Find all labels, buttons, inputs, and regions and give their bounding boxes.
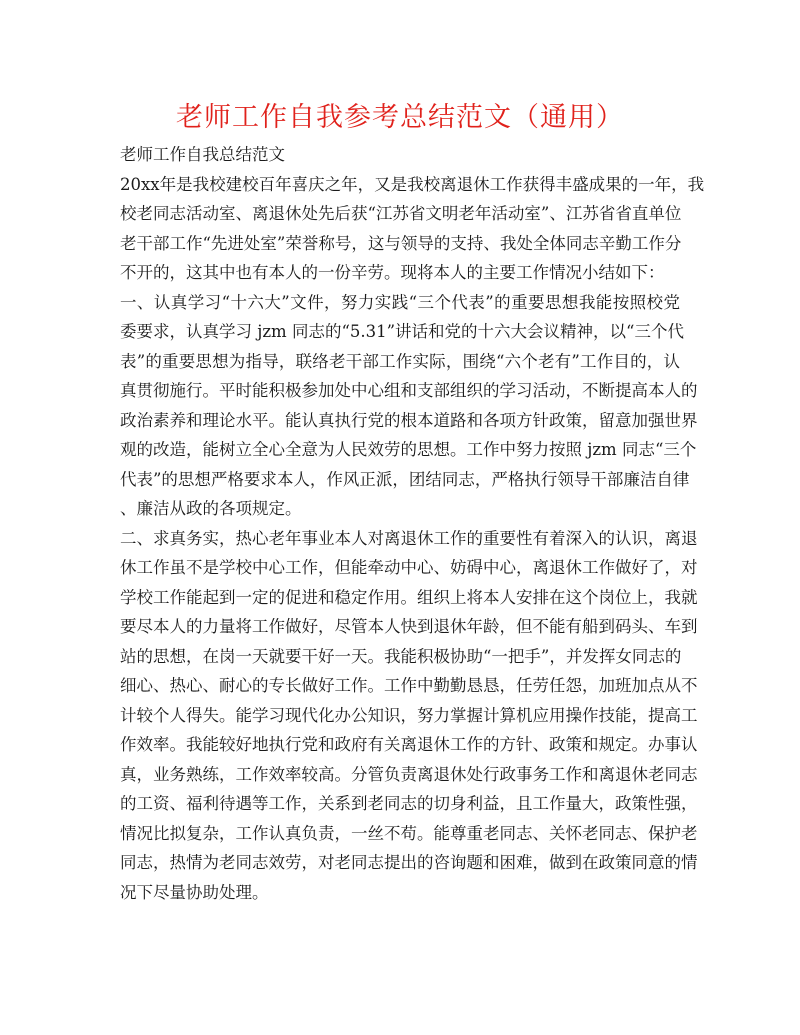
body-line: 要尽本人的力量将工作做好，尽管本人快到退休年龄，但不能有船到码头、车到 bbox=[120, 617, 698, 636]
body-line: 代表”的思想严格要求本人，作风正派，团结同志，严格执行领导干部廉洁自律 bbox=[120, 469, 690, 489]
body-line: 真贯彻施行。平时能积极参加处中心组和支部组织的学习活动，不断提高本人的 bbox=[120, 381, 698, 400]
document-body bbox=[120, 140, 705, 907]
body-line: 情况比拟复杂，工作认真负责，一丝不苟。能尊重老同志、关怀老同志、保护老 bbox=[120, 823, 698, 843]
body-line: 学校工作能起到一定的促进和稳定作用。组织上将本人安排在这个岗位上，我就 bbox=[120, 587, 698, 607]
body-line: 况下尽量协助处理。 bbox=[120, 882, 269, 902]
body-line: 二、求真务实，热心老年事业本人对离退休工作的重要性有着深入的认识，离退 bbox=[120, 528, 698, 548]
body-line: 计较个人得失。能学习现代化办公知识，努力掌握计算机应用操作技能，提高工 bbox=[120, 705, 698, 725]
body-line: 细心、热心、耐心的专长做好工作。工作中勤勤恳恳，任劳任怨，加班加点从不 bbox=[120, 676, 698, 695]
body-line: 作效率。我能较好地执行党和政府有关离退休工作的方针、政策和规定。办事认 bbox=[120, 735, 698, 754]
body-line: 校老同志活动室、离退休处先后获“江苏省文明老年活动室”、江苏省省直单位 bbox=[120, 204, 682, 223]
document-subtitle: 老师工作自我总结范文 bbox=[120, 145, 285, 164]
body-line: 表”的重要思想为指导，联络老干部工作实际，围绕“六个老有”工作目的，认 bbox=[120, 351, 680, 371]
body-line: 一、认真学习“十六大”文件，努力实践“三个代表”的重要思想我能按照校党 bbox=[120, 292, 680, 312]
body-line: 真，业务熟练，工作效率较高。分管负责离退休处行政事务工作和离退休老同志 bbox=[120, 764, 698, 784]
body-line: 同志，热情为老同志效劳，对老同志提出的咨询题和困难，做到在政策同意的情 bbox=[120, 853, 698, 872]
body-line: 不开的，这其中也有本人的一份辛劳。现将本人的主要工作情况小结如下： bbox=[120, 263, 665, 282]
body-line: 委要求，认真学习 jzm 同志的“5.31”讲话和党的十六大会议精神，以“三个代 bbox=[120, 322, 684, 341]
document-title: 老师工作自我参考总结范文（通用） bbox=[176, 102, 624, 133]
body-line: 、廉洁从政的各项规定。 bbox=[120, 499, 302, 518]
body-line: 的工资、福利待遇等工作，关系到老同志的切身利益，且工作量大，政策性强， bbox=[120, 794, 698, 813]
body-line: 观的改造，能树立全心全意为人民效劳的思想。工作中努力按照 jzm 同志“三个 bbox=[120, 440, 697, 459]
body-line: 政治素养和理论水平。能认真执行党的根本道路和各项方针政策，留意加强世界 bbox=[120, 410, 698, 430]
body-line: 休工作虽不是学校中心工作，但能牵动中心、妨碍中心，离退休工作做好了，对 bbox=[120, 558, 698, 577]
body-line: 站的思想，在岗一天就要干好一天。我能积极协助“一把手”，并发挥女同志的 bbox=[120, 646, 682, 666]
body-line: 老干部工作“先进处室”荣誉称号，这与领导的支持、我处全体同志辛勤工作分 bbox=[120, 233, 682, 253]
body-line: 20xx年是我校建校百年喜庆之年，又是我校离退休工作获得丰盛成果的一年，我 bbox=[120, 174, 705, 194]
